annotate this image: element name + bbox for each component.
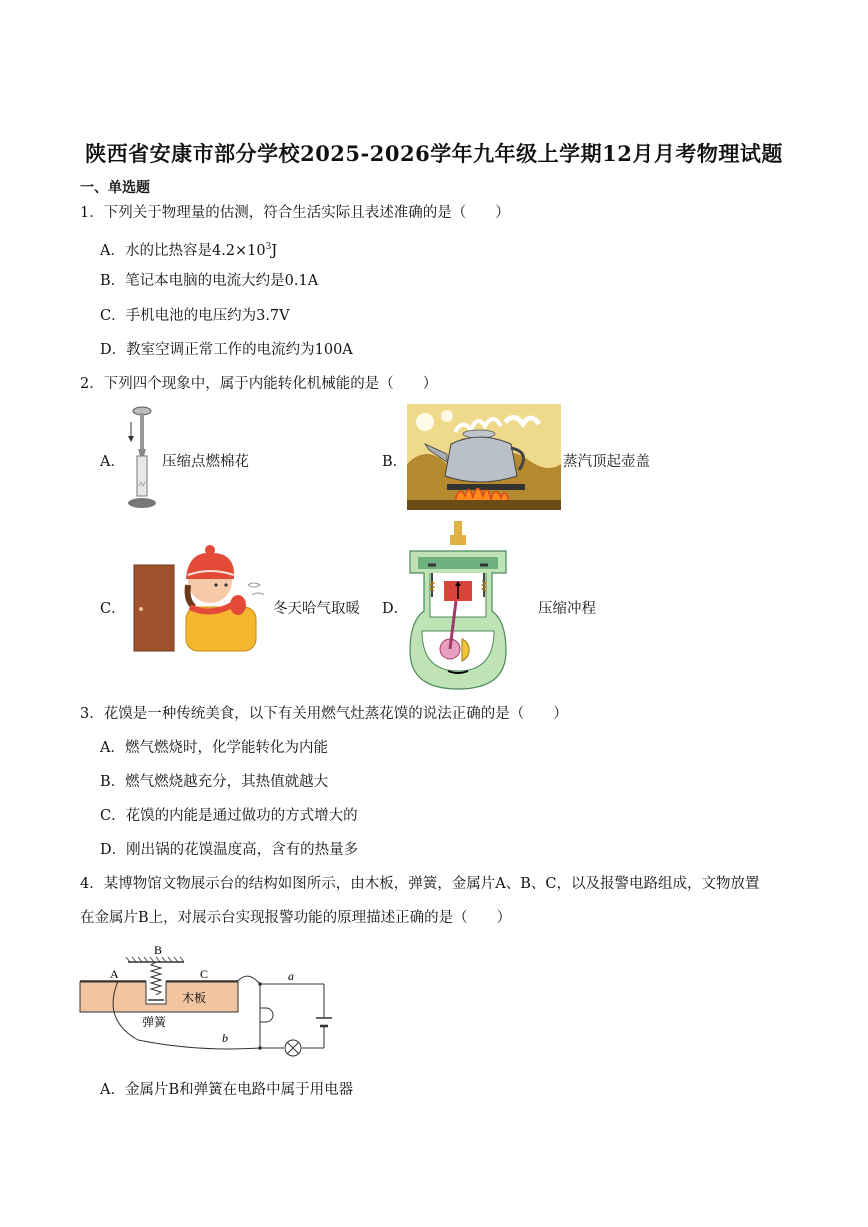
question-3-option-d[interactable]: D．刚出锅的花馍温度高，含有的热量多 xyxy=(100,842,359,858)
question-3-stem: 3．花馍是一种传统美食，以下有关用燃气灶蒸花馍的说法正确的是（ ） xyxy=(80,706,568,722)
air-compression-tube-figure xyxy=(125,404,159,510)
question-1-stem: 1．下列关于物理量的估测，符合生活实际且表述准确的是（ ） xyxy=(80,205,510,221)
label-board: 木板 xyxy=(182,991,207,1005)
alarm-circuit xyxy=(258,982,332,1050)
question-3-option-c[interactable]: C．花馍的内能是通过做功的方式增大的 xyxy=(100,808,358,824)
question-3-option-b[interactable]: B．燃气燃烧越充分，其热值就越大 xyxy=(100,774,329,790)
question-1-option-b[interactable]: B．笔记本电脑的电流大约是0.1A xyxy=(100,273,319,289)
page-title: 陕西省安康市部分学校2025-2026学年九年级上学期12月月考物理试题 xyxy=(85,141,783,166)
question-4-option-a[interactable]: A．金属片B和弹簧在电路中属于用电器 xyxy=(100,1082,354,1098)
label-metal-c: C xyxy=(200,967,209,981)
label-metal-b: B xyxy=(154,943,163,957)
spring xyxy=(151,962,161,995)
wire-from-c xyxy=(238,976,260,984)
label-wire-b: b xyxy=(222,1031,228,1045)
label-wire-a: a xyxy=(288,969,294,983)
question-1-option-a[interactable] xyxy=(100,237,277,261)
question-2-option-d-caption: 压缩冲程 xyxy=(538,601,596,617)
steam-kettle-figure xyxy=(407,404,561,510)
question-1-option-d[interactable]: D．教室空调正常工作的电流约为100A xyxy=(100,342,353,358)
option-a-text: A．水的比热容是4.2×10 xyxy=(100,242,266,259)
question-2-option-b-label[interactable]: B． xyxy=(382,454,408,470)
question-4-stem-line-1: 4．某博物馆文物展示台的结构如图所示，由木板，弹簧，金属片A、B、C，以及报警电路组成，文物放置 xyxy=(80,876,760,892)
option-a-exponent: 3 xyxy=(265,242,272,252)
question-2-option-c-caption: 冬天哈气取暖 xyxy=(273,601,360,617)
question-2-option-c-label[interactable]: C． xyxy=(100,601,126,617)
lamp-symbol xyxy=(285,1040,301,1056)
question-3-option-a[interactable]: A．燃气燃烧时，化学能转化为内能 xyxy=(100,740,328,756)
label-metal-a: A xyxy=(110,967,119,981)
question-2-option-a-label[interactable]: A． xyxy=(100,454,125,470)
engine-compression-stroke-figure xyxy=(408,521,508,691)
question-2-option-b-caption: 蒸汽顶起壶盖 xyxy=(563,454,650,470)
label-spring: 弹簧 xyxy=(142,1015,167,1029)
question-1-option-c[interactable]: C．手机电池的电压约为3.7V xyxy=(100,308,290,324)
display-stand-alarm-circuit-figure xyxy=(78,940,338,1060)
section-heading-single-choice: 一、单选题 xyxy=(80,180,150,196)
option-a-unit: J xyxy=(271,242,278,259)
question-2-option-a-caption: 压缩点燃棉花 xyxy=(162,454,249,470)
child-breathing-on-hands-figure xyxy=(128,545,270,657)
question-4-stem-line-2: 在金属片B上，对展示台实现报警功能的原理描述正确的是（ ） xyxy=(80,910,512,926)
question-2-option-d-label[interactable]: D． xyxy=(382,601,409,617)
bell-symbol xyxy=(260,1008,273,1022)
question-2-stem: 2．下列四个现象中，属于内能转化机械能的是（ ） xyxy=(80,376,438,392)
